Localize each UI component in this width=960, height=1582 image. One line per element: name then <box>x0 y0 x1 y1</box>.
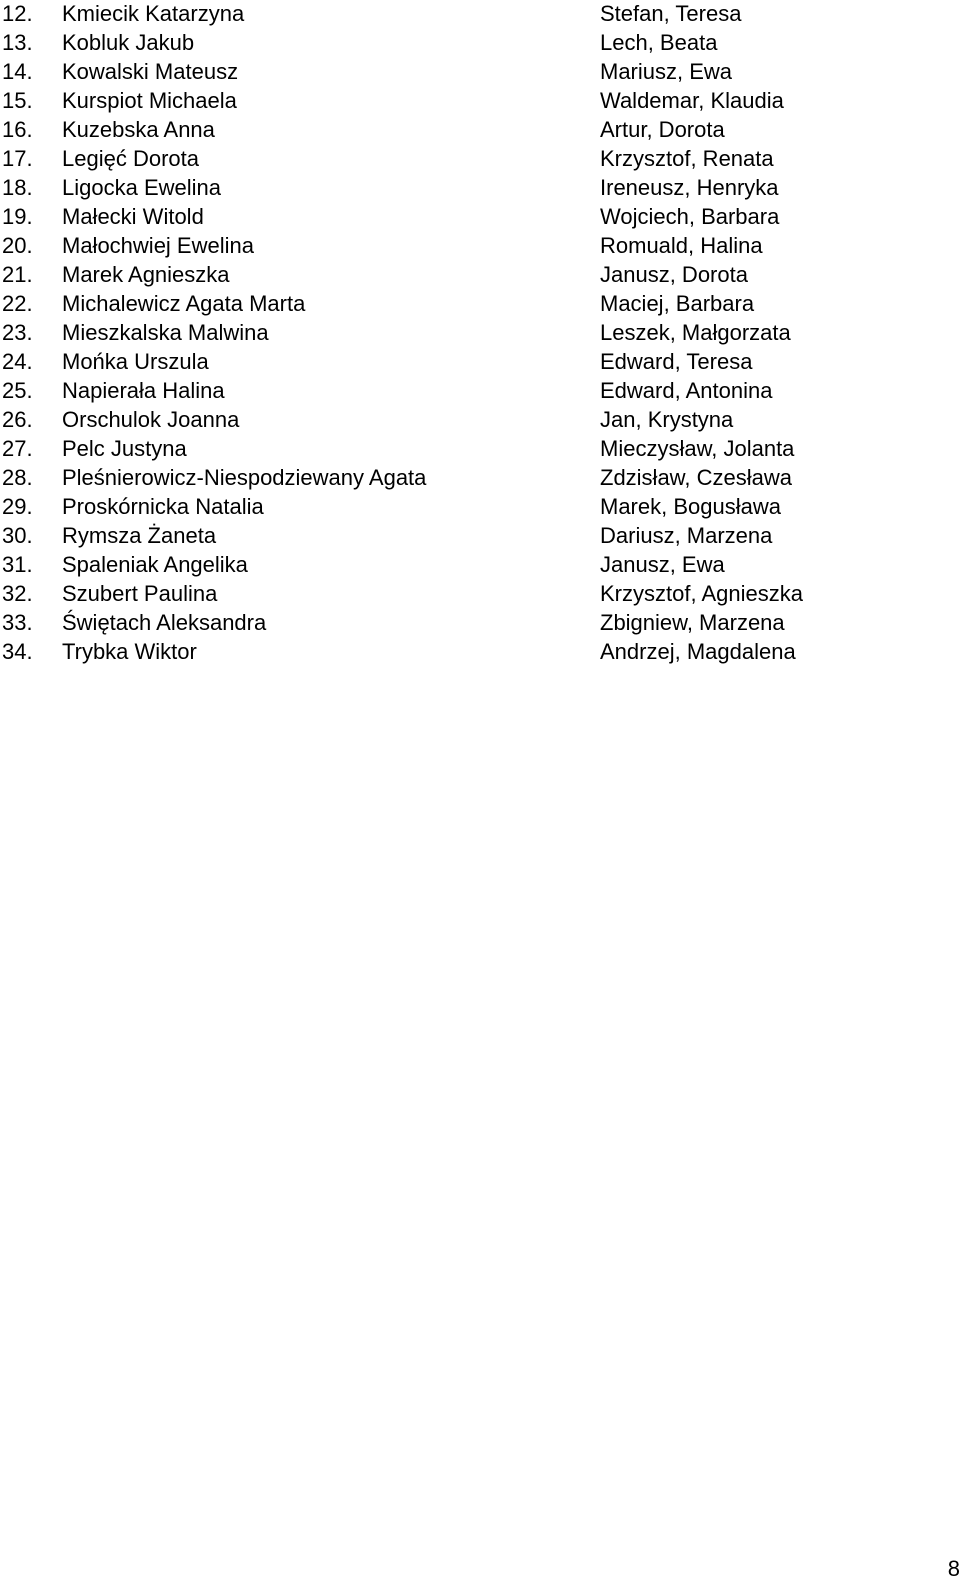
entry-number: 31. <box>2 552 33 577</box>
entry-number: 22. <box>2 291 33 316</box>
student-name: Pelc Justyna <box>62 436 187 461</box>
entry-number: 24. <box>2 349 33 374</box>
parents-names: Maciej, Barbara <box>600 291 755 316</box>
parents-names: Edward, Antonina <box>600 378 773 403</box>
parents-names: Zdzisław, Czesława <box>600 465 792 490</box>
student-name: Kobluk Jakub <box>62 30 195 55</box>
parents-names: Romuald, Halina <box>600 233 763 258</box>
student-name: Kuzebska Anna <box>62 117 215 142</box>
student-name: Świętach Aleksandra <box>62 610 267 635</box>
entry-number: 17. <box>2 146 33 171</box>
list-item <box>0 0 960 28</box>
entry-number: 29. <box>2 494 33 519</box>
parents-names: Jan, Krystyna <box>600 407 734 432</box>
list-item <box>0 579 960 608</box>
list-item <box>0 550 960 579</box>
student-name: Marek Agnieszka <box>62 262 230 287</box>
entry-number: 27. <box>2 436 33 461</box>
student-name: Spaleniak Angelika <box>62 552 248 577</box>
entry-number: 26. <box>2 407 33 432</box>
student-name: Ligocka Ewelina <box>62 175 221 200</box>
student-name: Kowalski Mateusz <box>62 59 239 84</box>
list-item <box>0 463 960 492</box>
entry-number: 14. <box>2 59 33 84</box>
student-name: Legięć Dorota <box>62 146 199 171</box>
student-name: Mońka Urszula <box>62 349 209 374</box>
list-item <box>0 28 960 57</box>
entry-number: 18. <box>2 175 33 200</box>
entry-number: 16. <box>2 117 33 142</box>
list-item <box>0 347 960 376</box>
student-name: Trybka Wiktor <box>62 639 197 664</box>
student-name: Mieszkalska Malwina <box>62 320 269 345</box>
list-item <box>0 115 960 144</box>
entry-number: 13. <box>2 30 33 55</box>
parents-names: Mariusz, Ewa <box>600 59 733 84</box>
entry-number: 20. <box>2 233 33 258</box>
student-name: Proskórnicka Natalia <box>62 494 264 519</box>
parents-names: Wojciech, Barbara <box>600 204 780 229</box>
student-name: Kurspiot Michaela <box>62 88 237 113</box>
student-name: Kmiecik Katarzyna <box>62 1 245 26</box>
entry-number: 23. <box>2 320 33 345</box>
student-list <box>0 0 960 666</box>
parents-names: Zbigniew, Marzena <box>600 610 785 635</box>
parents-names: Artur, Dorota <box>600 117 725 142</box>
list-item <box>0 86 960 115</box>
list-item <box>0 231 960 260</box>
parents-names: Stefan, Teresa <box>600 1 742 26</box>
entry-number: 12. <box>2 1 33 26</box>
student-name: Rymsza Żaneta <box>62 523 217 548</box>
list-item <box>0 637 960 666</box>
parents-names: Waldemar, Klaudia <box>600 88 784 113</box>
student-name: Michalewicz Agata Marta <box>62 291 306 316</box>
entry-number: 32. <box>2 581 33 606</box>
student-name: Orschulok Joanna <box>62 407 240 432</box>
entry-number: 34. <box>2 639 33 664</box>
entry-number: 15. <box>2 88 33 113</box>
entry-number: 19. <box>2 204 33 229</box>
list-item <box>0 521 960 550</box>
parents-names: Leszek, Małgorzata <box>600 320 791 345</box>
list-item <box>0 260 960 289</box>
list-item <box>0 492 960 521</box>
list-item <box>0 434 960 463</box>
parents-names: Krzysztof, Renata <box>600 146 774 171</box>
student-name: Napierała Halina <box>62 378 225 403</box>
list-item <box>0 144 960 173</box>
parents-names: Lech, Beata <box>600 30 718 55</box>
page-number: 8 <box>947 1556 960 1581</box>
parents-names: Andrzej, Magdalena <box>600 639 796 664</box>
parents-names: Ireneusz, Henryka <box>600 175 779 200</box>
entry-number: 25. <box>2 378 33 403</box>
list-item <box>0 318 960 347</box>
list-item <box>0 289 960 318</box>
list-item <box>0 608 960 637</box>
list-item <box>0 173 960 202</box>
student-name: Szubert Paulina <box>62 581 218 606</box>
student-name: Pleśnierowicz-Niespodziewany Agata <box>62 465 427 490</box>
student-name: Małecki Witold <box>62 204 204 229</box>
entry-number: 21. <box>2 262 33 287</box>
parents-names: Dariusz, Marzena <box>600 523 773 548</box>
list-item <box>0 376 960 405</box>
parents-names: Janusz, Ewa <box>600 552 725 577</box>
list-item <box>0 405 960 434</box>
parents-names: Janusz, Dorota <box>600 262 748 287</box>
parents-names: Marek, Bogusława <box>600 494 781 519</box>
parents-names: Edward, Teresa <box>600 349 753 374</box>
entry-number: 33. <box>2 610 33 635</box>
entry-number: 28. <box>2 465 33 490</box>
parents-names: Mieczysław, Jolanta <box>600 436 795 461</box>
student-name: Małochwiej Ewelina <box>62 233 254 258</box>
parents-names: Krzysztof, Agnieszka <box>600 581 803 606</box>
list-item <box>0 57 960 86</box>
entry-number: 30. <box>2 523 33 548</box>
list-item <box>0 202 960 231</box>
